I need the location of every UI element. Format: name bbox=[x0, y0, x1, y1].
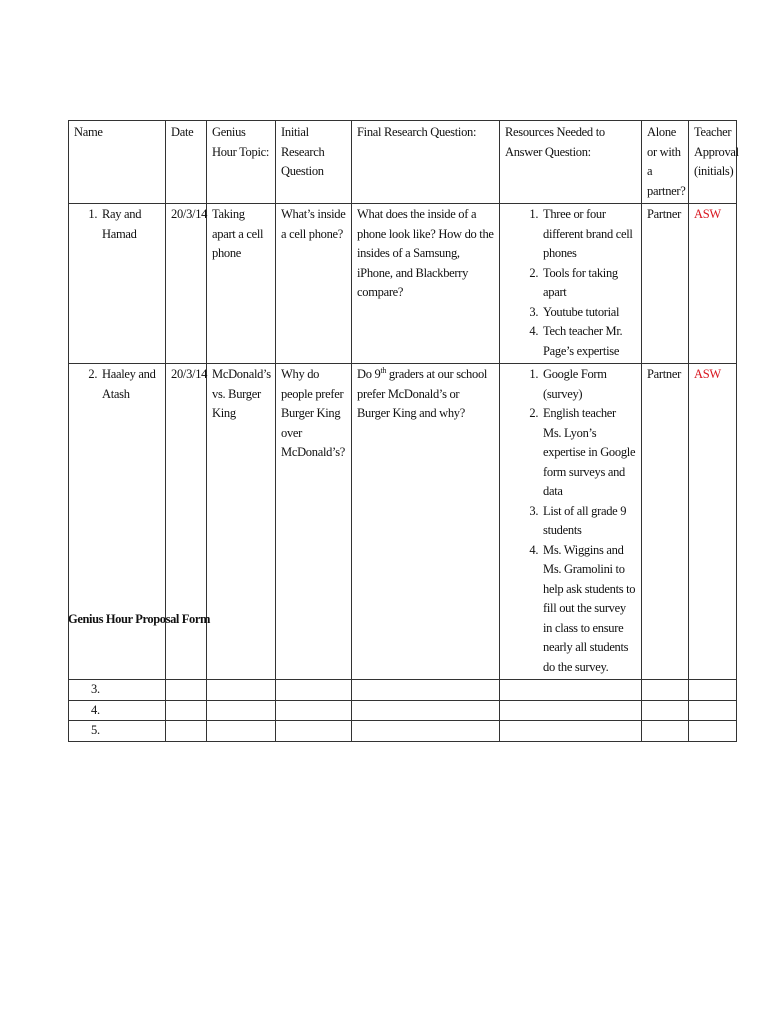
header-resources: Resources Needed to Answer Question: bbox=[500, 121, 642, 204]
empty-row bbox=[69, 721, 737, 742]
empty-cell bbox=[689, 721, 737, 742]
row-resources bbox=[500, 204, 642, 364]
resource-item: 1. Three or four different brand cell phones bbox=[541, 205, 636, 264]
empty-cell bbox=[166, 721, 207, 742]
final-question-pre: Do 9 bbox=[357, 367, 381, 381]
header-approval: Teacher Approval (initials) bbox=[689, 121, 737, 204]
empty-cell bbox=[642, 700, 689, 721]
header-final-question: Final Research Question: bbox=[352, 121, 500, 204]
row-final-question bbox=[352, 364, 500, 680]
empty-cell bbox=[689, 680, 737, 701]
table-row bbox=[69, 364, 737, 680]
resource-item: 2. Tools for taking apart bbox=[541, 264, 636, 303]
empty-cell bbox=[352, 700, 500, 721]
empty-cell bbox=[352, 721, 500, 742]
row-resources bbox=[500, 364, 642, 680]
empty-cell bbox=[207, 680, 276, 701]
empty-cell bbox=[207, 721, 276, 742]
resource-item: 1. Google Form (survey) bbox=[541, 365, 636, 404]
row-initial-question: What’s inside a cell phone? bbox=[276, 204, 352, 364]
resource-item: 2. English teacher Ms. Lyon’s expertise in Google form surveys and data bbox=[541, 404, 636, 502]
row-name: 1. Ray and Hamad bbox=[100, 205, 160, 244]
final-question-post: graders at our school prefer McDonald’s or Burger King and why? bbox=[357, 367, 488, 420]
header-topic: Genius Hour Topic: bbox=[207, 121, 276, 204]
row-topic: McDonald’s vs. Burger King bbox=[207, 364, 276, 680]
resource-item: 3. List of all grade 9 students bbox=[541, 502, 636, 541]
proposal-form bbox=[68, 120, 739, 742]
resource-item: 3. Youtube tutorial bbox=[541, 303, 636, 323]
resource-item: 4. Tech teacher Mr. Page’s expertise bbox=[541, 322, 636, 361]
header-date: Date bbox=[166, 121, 207, 204]
empty-cell bbox=[352, 680, 500, 701]
empty-row bbox=[69, 700, 737, 721]
proposal-table bbox=[68, 120, 737, 742]
table-row bbox=[69, 204, 737, 364]
empty-cell bbox=[642, 680, 689, 701]
empty-cell bbox=[689, 700, 737, 721]
empty-row-number: 3. bbox=[69, 680, 166, 701]
empty-cell bbox=[207, 700, 276, 721]
row-name: 2. Haaley and Atash bbox=[100, 365, 160, 404]
empty-cell bbox=[276, 700, 352, 721]
empty-cell bbox=[166, 680, 207, 701]
empty-row-number: 4. bbox=[69, 700, 166, 721]
row-final-question: What does the inside of a phone look like? How do the insides of a Samsung, iPhone, and Blackberry compare? bbox=[352, 204, 500, 364]
row-partner: Partner bbox=[642, 364, 689, 680]
row-approval: ASW bbox=[689, 364, 737, 680]
empty-cell bbox=[500, 680, 642, 701]
row-topic: Taking apart a cell phone bbox=[207, 204, 276, 364]
resource-item: 4. Ms. Wiggins and Ms. Gramolini to help ask students to fill out the survey in class to ensure nearly all students do the survey. bbox=[541, 541, 636, 678]
header-partner: Alone or with a partner? bbox=[642, 121, 689, 204]
empty-cell bbox=[642, 721, 689, 742]
row-name-cell bbox=[69, 364, 166, 680]
row-partner: Partner bbox=[642, 204, 689, 364]
row-date: 20/3/14 bbox=[166, 204, 207, 364]
header-name: Name bbox=[69, 121, 166, 204]
row-name-cell bbox=[69, 204, 166, 364]
empty-row-number: 5. bbox=[69, 721, 166, 742]
empty-cell bbox=[500, 721, 642, 742]
empty-cell bbox=[276, 680, 352, 701]
header-row bbox=[69, 121, 737, 204]
empty-cell bbox=[166, 700, 207, 721]
row-initial-question: Why do people prefer Burger King over McDonald’s? bbox=[276, 364, 352, 680]
row-approval: ASW bbox=[689, 204, 737, 364]
ordinal-suffix: th bbox=[380, 365, 387, 375]
empty-cell bbox=[276, 721, 352, 742]
row-date: 20/3/14 bbox=[166, 364, 207, 680]
header-initial-question: Initial Research Question bbox=[276, 121, 352, 204]
empty-cell bbox=[500, 700, 642, 721]
form-caption: Genius Hour Proposal Form bbox=[68, 612, 210, 626]
empty-row bbox=[69, 680, 737, 701]
